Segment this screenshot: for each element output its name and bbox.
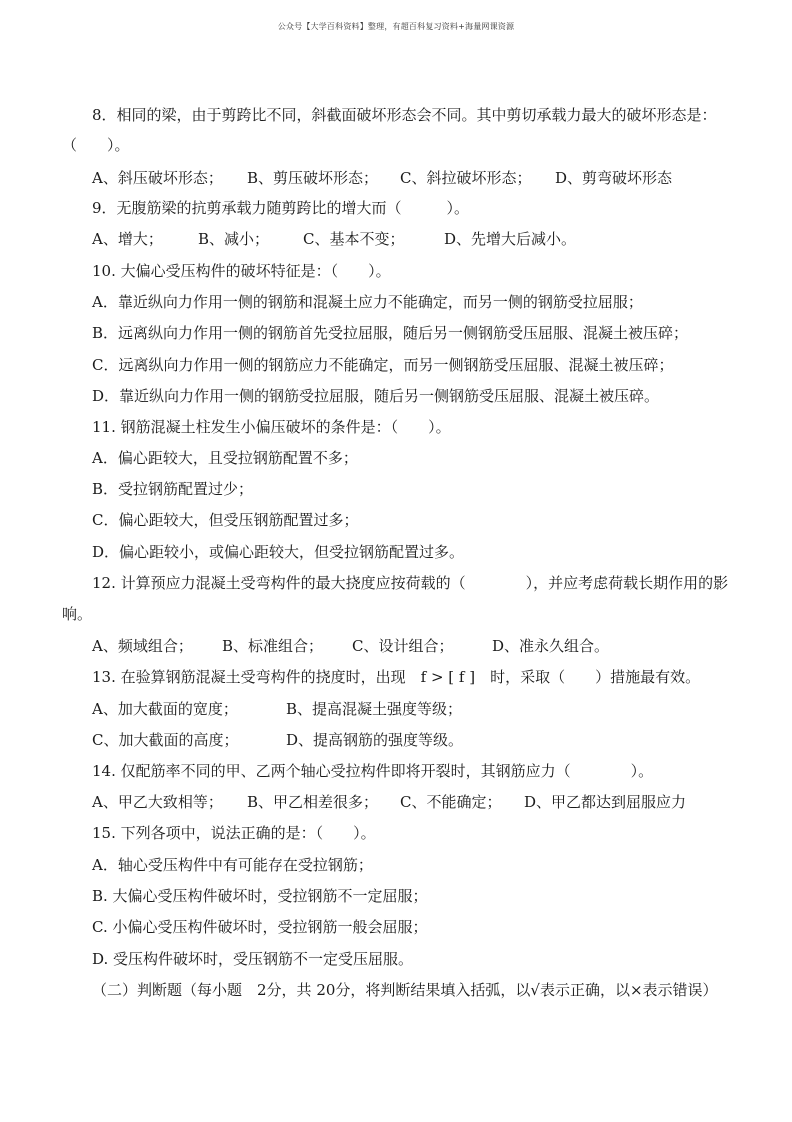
question-14-options <box>92 793 732 811</box>
question-14-option-b: B、甲乙相差很多； <box>247 793 379 811</box>
question-8-option-a: A、斜压破坏形态； <box>92 169 223 187</box>
question-9-option-d: D、先增大后减小。 <box>444 230 577 248</box>
question-11-option-c: C．偏心距较大，但受压钢筋配置过多； <box>92 511 359 529</box>
question-9-options <box>92 230 732 248</box>
page-header: 公众号【大学百科资料】整理，有超百科复习资料+海量网课资源 <box>277 22 515 31</box>
question-13-option-d: D、提高钢筋的强度等级。 <box>286 731 464 749</box>
question-10-option-c: C．远离纵向力作用一侧的钢筋应力不能确定，而另一侧钢筋受压屈服、混凝土被压碎； <box>92 356 674 374</box>
question-8-option-c: C、斜拉破坏形态； <box>400 169 532 187</box>
question-13-option-b: B、提高混凝土强度等级； <box>286 700 463 718</box>
question-15-option-b: B. 大偏心受压构件破坏时，受拉钢筋不一定屈服； <box>92 887 428 905</box>
question-14-option-a: A、甲乙大致相等； <box>92 793 223 811</box>
question-13-stem: 13. 在验算钢筋混凝土受弯构件的挠度时，出现 f > [ f ] 时，采取（ ）措施最有效。 <box>92 668 701 686</box>
question-10-option-d: D．靠近纵向力作用一侧的钢筋受拉屈服，随后另一侧钢筋受压屈服、混凝土被压碎。 <box>92 387 660 405</box>
question-8-option-b: B、剪压破坏形态； <box>247 169 379 187</box>
question-12-options <box>92 637 732 655</box>
question-9-stem: 9．无腹筋梁的抗剪承载力随剪跨比的增大而（ ）。 <box>92 199 470 217</box>
question-8-option-d: D、剪弯破坏形态 <box>555 169 673 187</box>
question-13-options-row-2 <box>92 731 732 749</box>
question-10-stem: 10. 大偏心受压构件的破坏特征是：（ ）。 <box>92 262 391 280</box>
question-11-option-d: D．偏心距较小，或偏心距较大，但受拉钢筋配置过多。 <box>92 543 465 561</box>
question-15-option-c: C. 小偏心受压构件破坏时，受拉钢筋一般会屈服； <box>92 918 428 936</box>
question-13-option-c: C、加大截面的高度； <box>92 731 239 749</box>
question-13-option-a: A、加大截面的宽度； <box>92 700 238 718</box>
question-12-option-d: D、准永久组合。 <box>492 637 610 655</box>
section-heading-true-false: （二）判断题（每小题 2分，共 20分，将判断结果填入括弧，以√表示正确，以×表示错误） <box>92 981 718 999</box>
question-15-option-a: A．轴心受压构件中有可能存在受拉钢筋； <box>92 856 373 874</box>
question-10-option-a: A．靠近纵向力作用一侧的钢筋和混凝土应力不能确定，而另一侧的钢筋受拉屈服； <box>92 293 643 311</box>
question-9-option-a: A、增大； <box>92 230 163 248</box>
question-15-option-d: D. 受压构件破坏时，受压钢筋不一定受压屈服。 <box>92 950 414 968</box>
question-11-option-b: B．受拉钢筋配置过少； <box>92 480 254 498</box>
question-11-option-a: A．偏心距较大，且受拉钢筋配置不多； <box>92 449 358 467</box>
question-14-option-c: C、不能确定； <box>400 793 502 811</box>
question-13-options-row-1 <box>92 700 732 718</box>
question-15-stem: 15. 下列各项中，说法正确的是：（ ）。 <box>92 824 376 842</box>
question-8-options <box>92 169 732 187</box>
question-10-option-b: B．远离纵向力作用一侧的钢筋首先受拉屈服，随后另一侧钢筋受压屈服、混凝土被压碎； <box>92 324 689 342</box>
question-9-option-b: B、减小； <box>198 230 270 248</box>
question-11-stem: 11. 钢筋混凝土柱发生小偏压破坏的条件是：（ ）。 <box>92 418 451 436</box>
question-14-stem: 14. 仅配筋率不同的甲、乙两个轴心受拉构件即将开裂时，其钢筋应力（ ）。 <box>92 762 654 780</box>
question-9-option-c: C、基本不变； <box>303 230 405 248</box>
question-14-option-d: D、甲乙都达到屈服应力 <box>524 793 687 811</box>
question-8-stem: 8．相同的梁，由于剪跨比不同，斜截面破坏形态会不同。其中剪切承载力最大的破坏形态是： <box>92 106 717 124</box>
question-12-stem: 12. 计算预应力混凝土受弯构件的最大挠度应按荷载的（ ），并应考虑荷载长期作用的影 <box>92 574 729 592</box>
question-12-option-c: C、设计组合； <box>352 637 454 655</box>
question-12-option-b: B、标准组合； <box>222 637 324 655</box>
question-8-stem-continued: （ ）。 <box>62 136 130 154</box>
question-12-option-a: A、频域组合； <box>92 637 193 655</box>
question-12-stem-continued: 响。 <box>62 605 93 623</box>
